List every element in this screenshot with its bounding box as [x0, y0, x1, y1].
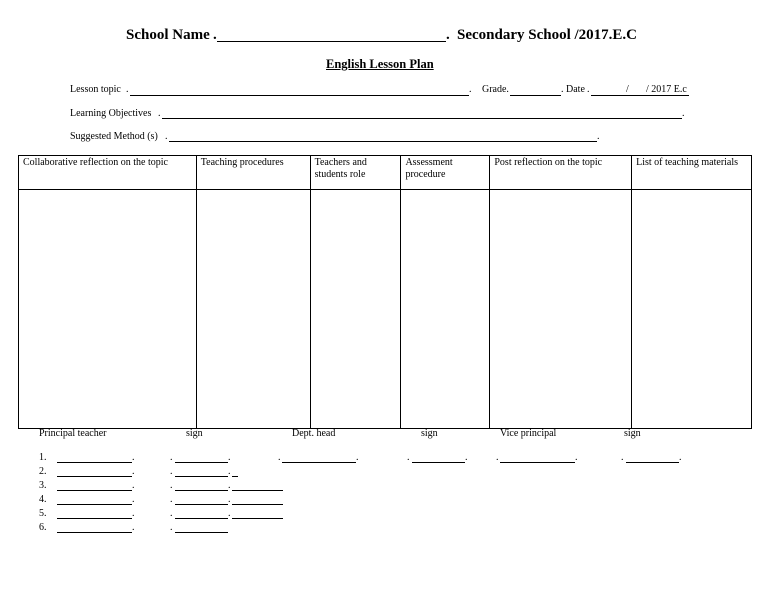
sep-dot: .	[679, 452, 682, 463]
sep-dot: .	[132, 480, 135, 491]
sign-label-3: sign	[624, 428, 641, 439]
grade-field[interactable]	[510, 95, 561, 96]
dept-head-sign-line[interactable]	[412, 462, 465, 463]
table-cell[interactable]	[310, 190, 401, 429]
date-field[interactable]	[591, 95, 689, 96]
learning-objectives-dot: .	[158, 108, 161, 119]
sign-label-2: sign	[421, 428, 438, 439]
table-cell[interactable]	[196, 190, 310, 429]
lesson-topic-label: Lesson topic	[70, 84, 121, 95]
sep-dot: .	[228, 494, 231, 505]
sep-dot: .	[621, 452, 624, 463]
principal-sign-line[interactable]	[175, 504, 228, 505]
sep-dot: .	[278, 452, 281, 463]
row-number: 1.	[39, 452, 47, 463]
principal-name-line[interactable]	[57, 462, 132, 463]
principal-name-line[interactable]	[57, 476, 132, 477]
sep-dot: .	[170, 522, 173, 533]
date-year: / 2017 E.c	[646, 84, 687, 95]
secondary-school-label: Secondary School /2017.E.C	[457, 27, 638, 43]
table-header-row	[19, 156, 752, 190]
sep-dot: .	[575, 452, 578, 463]
vice-principal-name-line[interactable]	[500, 462, 575, 463]
principal-sign-line[interactable]	[175, 476, 228, 477]
sep-dot: .	[228, 452, 231, 463]
row-number: 5.	[39, 508, 47, 519]
row-number: 2.	[39, 466, 47, 477]
sep-dot: .	[170, 494, 173, 505]
sep-dot: .	[132, 508, 135, 519]
extra-line[interactable]	[232, 476, 238, 477]
principal-name-line[interactable]	[57, 532, 132, 533]
learning-objectives-field[interactable]	[162, 118, 682, 119]
sep-dot: .	[407, 452, 410, 463]
sep-dot: .	[132, 522, 135, 533]
sep-dot: .	[228, 466, 231, 477]
principal-name-line[interactable]	[57, 504, 132, 505]
column-header: Post reflection on the topic	[490, 156, 632, 190]
grade-end-dot: .	[561, 84, 564, 95]
table-cell[interactable]	[401, 190, 490, 429]
date-slash: /	[626, 84, 629, 95]
principal-sign-line[interactable]	[175, 532, 228, 533]
vice-principal-sign-line[interactable]	[626, 462, 679, 463]
extra-line[interactable]	[232, 490, 283, 491]
sep-dot: .	[356, 452, 359, 463]
table-body-row	[19, 190, 752, 429]
principal-teacher-label: Principal teacher	[39, 428, 107, 439]
column-header: Assessment procedure	[401, 156, 490, 190]
row-number: 4.	[39, 494, 47, 505]
sign-label-1: sign	[186, 428, 203, 439]
column-header: Teaching procedures	[196, 156, 310, 190]
sep-dot: .	[496, 452, 499, 463]
sep-dot: .	[170, 508, 173, 519]
sep-dot: .	[170, 466, 173, 477]
extra-line[interactable]	[232, 518, 283, 519]
learning-objectives-end-dot: .	[682, 108, 685, 119]
date-label: Date	[566, 84, 585, 95]
table-cell[interactable]	[19, 190, 197, 429]
lesson-plan-table	[18, 155, 752, 429]
dept-head-label: Dept. head	[292, 428, 336, 439]
extra-line[interactable]	[232, 504, 283, 505]
school-name-end-dot: .	[446, 27, 450, 43]
suggested-method-dot: .	[165, 131, 168, 142]
principal-name-line[interactable]	[57, 518, 132, 519]
principal-name-line[interactable]	[57, 490, 132, 491]
lesson-topic-field[interactable]	[130, 95, 469, 96]
lesson-topic-end-dot: .	[469, 84, 472, 95]
sep-dot: .	[170, 452, 173, 463]
sep-dot: .	[132, 494, 135, 505]
school-name-label: School Name	[126, 27, 210, 43]
vice-principal-label: Vice principal	[500, 428, 557, 439]
column-header: List of teaching materials	[632, 156, 752, 190]
learning-objectives-label: Learning Objectives	[70, 108, 152, 119]
lesson-topic-dot: .	[126, 84, 129, 95]
school-name-dot: .	[213, 27, 217, 43]
school-name-line[interactable]	[217, 41, 446, 42]
dept-head-name-line[interactable]	[282, 462, 356, 463]
doc-title: English Lesson Plan	[326, 57, 434, 71]
table-cell[interactable]	[490, 190, 632, 429]
grade-label: Grade.	[482, 84, 509, 95]
column-header: Teachers and students role	[310, 156, 401, 190]
principal-sign-line[interactable]	[175, 518, 228, 519]
row-number: 3.	[39, 480, 47, 491]
sep-dot: .	[170, 480, 173, 491]
suggested-method-field[interactable]	[169, 141, 597, 142]
table-cell[interactable]	[632, 190, 752, 429]
suggested-method-label: Suggested Method (s)	[70, 131, 158, 142]
row-number: 6.	[39, 522, 47, 533]
date-dot: .	[587, 84, 590, 95]
sep-dot: .	[132, 452, 135, 463]
sep-dot: .	[465, 452, 468, 463]
suggested-method-end-dot: .	[597, 131, 600, 142]
sep-dot: .	[132, 466, 135, 477]
sep-dot: .	[228, 480, 231, 491]
principal-sign-line[interactable]	[175, 490, 228, 491]
principal-sign-line[interactable]	[175, 462, 228, 463]
column-header: Collaborative reflection on the topic	[19, 156, 197, 190]
sep-dot: .	[228, 508, 231, 519]
